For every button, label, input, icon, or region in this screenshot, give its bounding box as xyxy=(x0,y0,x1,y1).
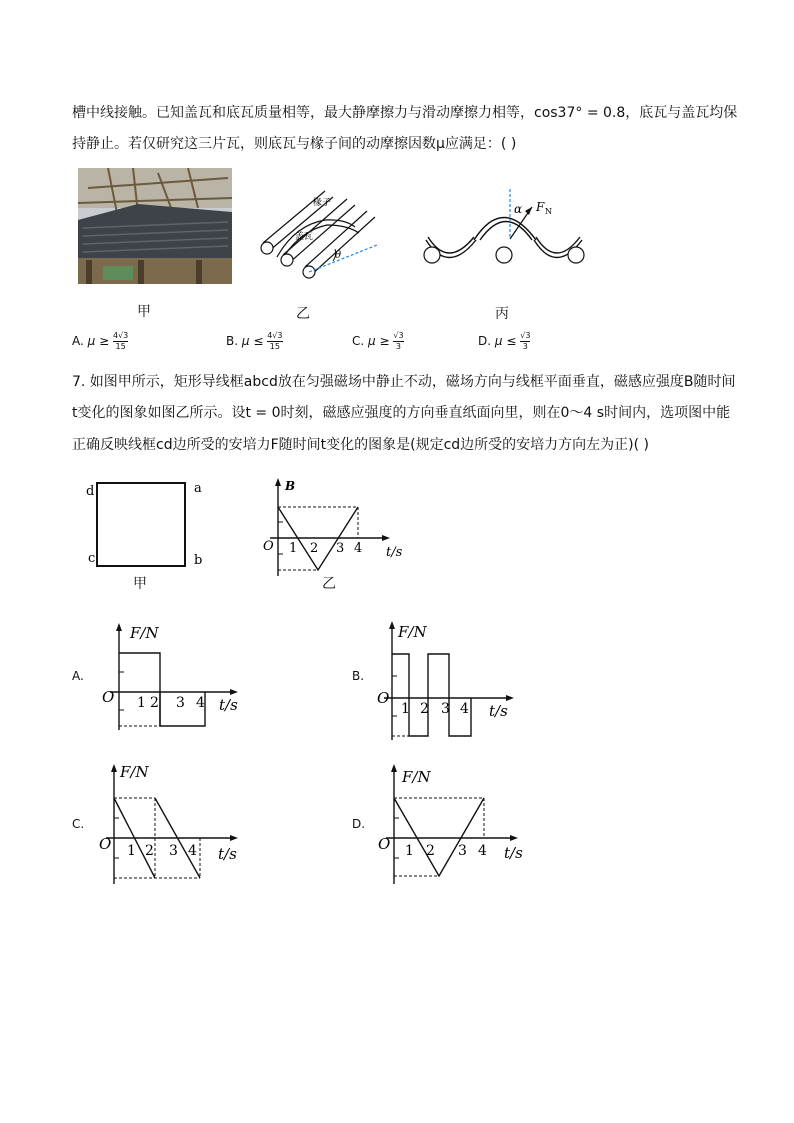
tick-1: 1 xyxy=(405,843,414,859)
origin-label: O xyxy=(102,688,115,706)
q6-text-line2: 持静止。若仅研究这三片瓦，则底瓦与椽子间的动摩擦因数μ应满足：( ) xyxy=(72,136,517,152)
tick-1: 1 xyxy=(137,695,146,711)
graph-option-d-letter[interactable]: D. xyxy=(352,817,366,831)
force-label: F xyxy=(536,200,545,214)
option-relation: μ ≥ xyxy=(87,334,110,348)
cover-tile-label: 盖瓦 xyxy=(295,232,314,242)
graph-option-b-letter[interactable]: B. xyxy=(352,669,365,683)
corner-c: c xyxy=(88,551,96,566)
b-graph-caption: 乙 xyxy=(322,576,336,592)
fraction xyxy=(393,331,403,352)
frame-caption: 甲 xyxy=(133,576,147,592)
ylabel: F/N xyxy=(398,623,427,641)
q7-text-line2: t变化的图象如图乙所示。设t = 0时刻，磁感应强度的方向垂直纸面向里，则在0～4 s时间内，选项图中能 xyxy=(72,405,731,421)
fraction-numerator: √3 xyxy=(393,331,404,340)
option-b[interactable] xyxy=(226,331,283,352)
tick-3: 3 xyxy=(458,843,467,859)
graph-option-c-letter[interactable]: C. xyxy=(72,817,85,831)
b-x-axis-label: t/s xyxy=(386,545,403,560)
force-sub-label: N xyxy=(545,207,552,216)
b-origin: O xyxy=(263,539,274,554)
fraction-numerator: 4√3 xyxy=(112,331,129,340)
option-a[interactable] xyxy=(72,331,128,352)
alpha-label: α xyxy=(514,202,523,216)
tick-2: 2 xyxy=(420,701,429,717)
graph-option-b[interactable] xyxy=(374,620,534,745)
xlabel: t/s xyxy=(504,844,523,862)
tick-2: 2 xyxy=(150,695,159,711)
tick-2: 2 xyxy=(426,843,435,859)
b-tick-1: 1 xyxy=(289,541,298,556)
corner-d: d xyxy=(86,484,95,499)
frame-diagram xyxy=(84,476,214,594)
option-d[interactable] xyxy=(478,331,530,352)
rafter-label: 椽子 xyxy=(313,198,332,208)
origin-label: O xyxy=(378,835,391,853)
graph-option-c[interactable] xyxy=(96,762,256,887)
option-relation: μ ≥ xyxy=(368,334,390,348)
tick-4: 4 xyxy=(188,843,197,859)
fraction xyxy=(113,331,128,352)
theta-label: θ xyxy=(335,250,342,261)
origin-label: O xyxy=(99,835,112,853)
option-letter: D. xyxy=(478,334,492,348)
origin-label: O xyxy=(377,689,390,707)
fraction-numerator: 4√3 xyxy=(267,331,283,340)
tick-4: 4 xyxy=(196,695,205,711)
tick-3: 3 xyxy=(176,695,185,711)
corner-b: b xyxy=(194,553,203,568)
tick-3: 3 xyxy=(441,701,450,717)
option-letter: B. xyxy=(226,334,239,348)
b-tick-3: 3 xyxy=(336,541,345,556)
graph-option-a[interactable] xyxy=(98,620,258,735)
option-letter: C. xyxy=(352,334,365,348)
roof-photo xyxy=(78,168,232,284)
ylabel: F/N xyxy=(120,763,149,781)
caption-jia: 甲 xyxy=(137,304,151,320)
option-c[interactable] xyxy=(352,331,404,352)
option-relation: μ ≤ xyxy=(241,334,264,348)
q7-text-line1: 7. 如图甲所示，矩形导线框abcd放在匀强磁场中静止不动，磁场方向与线框平面垂直，磁感应强度B随时间 xyxy=(72,374,736,390)
tick-4: 4 xyxy=(460,701,469,717)
fraction xyxy=(520,331,530,352)
option-letter: A. xyxy=(72,334,84,348)
xlabel: t/s xyxy=(218,845,237,863)
tick-1: 1 xyxy=(401,701,410,717)
xlabel: t/s xyxy=(219,696,238,714)
cross-section-diagram xyxy=(418,185,588,270)
option-relation: μ ≤ xyxy=(494,334,517,348)
fraction xyxy=(267,331,282,352)
tick-2: 2 xyxy=(145,843,154,859)
graph-option-a-letter[interactable]: A. xyxy=(72,669,84,683)
ylabel: F/N xyxy=(130,624,159,642)
b-tick-2: 2 xyxy=(310,541,319,556)
fraction-denominator: 3 xyxy=(522,342,528,351)
q7-text-line3: 正确反映线框cd边所受的安培力F随时间t变化的图象是(规定cd边所受的安培力方向左为正)( ) xyxy=(72,437,650,453)
tick-1: 1 xyxy=(127,843,136,859)
tick-4: 4 xyxy=(478,843,487,859)
caption-bing: 丙 xyxy=(495,306,509,322)
b-tick-4: 4 xyxy=(354,541,363,556)
fraction-denominator: 15 xyxy=(269,342,280,351)
xlabel: t/s xyxy=(489,702,508,720)
tick-3: 3 xyxy=(169,843,178,859)
fraction-denominator: 3 xyxy=(395,342,402,351)
b-axis-label: B xyxy=(285,479,296,493)
caption-yi: 乙 xyxy=(296,306,310,322)
graph-option-d[interactable] xyxy=(376,762,536,887)
rafter-diagram xyxy=(255,185,380,280)
fraction-denominator: 15 xyxy=(115,342,126,351)
q6-text-line1: 槽中线接触。已知盖瓦和底瓦质量相等，最大静摩擦力与滑动摩擦力相等，cos37° = 0.8，底瓦与盖瓦均保 xyxy=(72,105,738,121)
ylabel: F/N xyxy=(402,768,431,786)
fraction-numerator: √3 xyxy=(520,331,531,340)
corner-a: a xyxy=(194,481,202,496)
